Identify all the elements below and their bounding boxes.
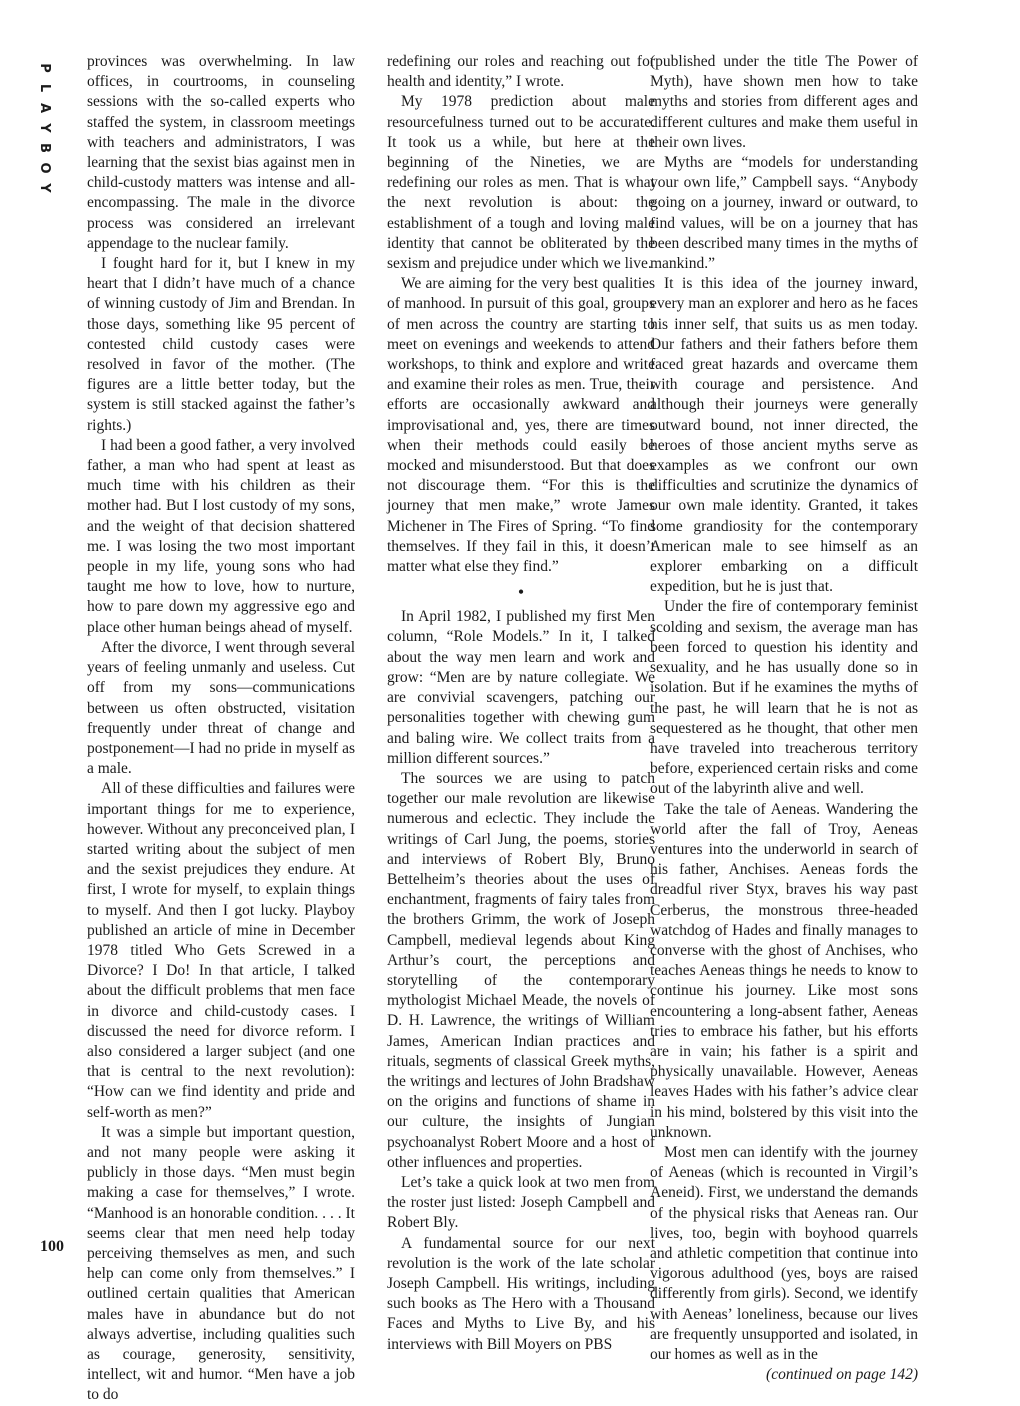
letter: A — [37, 102, 52, 114]
paragraph: I had been a good father, a very involved father, a man who had spent at least as much time with his children as their mother had. But I lost custody of my sons, and the weight of that decision shattered me. I was losing the two most important people in my life, young sons who had taught me how to love, how to nurture, how to pare down my aggressive ego and place other human beings ahead of myself. — [87, 436, 355, 636]
paragraph: It is this idea of the journey inward, every man an explorer and hero as he faces his inner self, that suits us as men today. Our fathers and their fathers before them faced great hazards and overcame them with courage and persistence. And although their journeys were generally outward bound, not inner directed, the heroes of those ancient myths serve as examples as we confront our own difficulties and scrutinize the dynamics of our own male identity. Granted, it takes some grandiosity for the contemporary American male to see himself as an explorer embarking on a difficult expedition, but he is just that. — [650, 275, 918, 596]
paragraph: The sources we are using to patch together our male revolution are likewise numerous and eclectic. They include the writings of Carl Jung, the poems, stories and interviews of Robert Bly, Bruno Bettelheim’s theories about the uses of enchantment, fragments of fairy tales from the brothers Grimm, the work of Joseph Campbell, medieval legends about King Arthur’s court, the perceptions and storytelling of the contemporary mythologist Michael Meade, the novels of D. H. Lawrence, the writings of William James, American Indian practices and rituals, segments of classical Greek myths, the writings and lectures of John Bradshaw on the origins and functions of shame in our culture, the insights of Jungian psychoanalyst Robert Moore and a host of other influences and properties. — [387, 769, 655, 1171]
paragraph: It was a simple but important question, and not many people were asking it publicly in those days. “Men must begin making a case for themselves,” I wrote. “Manhood is an honorable condition. . . . It seems clear that men need help today perceiving themselves as men, and such help can come only from themselves.” I outlined certain qualities that American males have in abundance but do not always advertise, including qualities such as courage, generosity, sensitivity, intellect, wit and humor. “Men have a job to do — [87, 1123, 355, 1404]
paragraph: Under the fire of contemporary feminist scolding and sexism, the average man has been forced to question his identity and sexuality, and he has usually done so in isolation. But if he examines the myths of the past, he will learn that he is not as sequestered as he thought, that other men have traveled into treacherous territory before, experienced certain risks and come out of the labyrinth alive and well. — [650, 598, 918, 798]
paragraph: Take the tale of Aeneas. Wandering the world after the fall of Troy, Aeneas ventures into the underworld in search of his father, Anchises. Aeneas fords the dreadful river Styx, braves his way past Cerberus, the monstrous three-headed watchdog of Hades and finally manages to converse with the ghost of Anchises, who teaches Aeneas things he needs to know to continue his journey. Like most sons encountering a long-absent father, Aeneas tries to embrace his father, but his efforts are in vain; his father is a spirit and physically unavailable. However, Aeneas leaves Hades with his father’s advice clear in his mind, bolstered by this visit into the unknown. — [650, 800, 918, 1141]
page-number: 100 — [40, 1238, 64, 1255]
paragraph: redefining our roles and reaching out for health and identity,” I wrote. — [387, 53, 655, 91]
paragraph: Let’s take a quick look at two men from the roster just listed: Joseph Campbell and Robert Bly. — [387, 1173, 655, 1232]
letter: Y — [37, 123, 52, 133]
letter: B — [37, 143, 52, 153]
letter: P — [37, 63, 52, 73]
letter: L — [37, 83, 52, 93]
paragraph: (published under the title The Power of Myth), have shown men how to take myths and stories from different ages and different cultures and make them useful in their own lives. — [650, 53, 918, 151]
section-break: • — [517, 582, 525, 603]
paragraph: A fundamental source for our next revolution is the work of the late scholar Joseph Campbell. His writings, including such books as The Hero with a Thousand Faces and Myths to Live By, and his interviews with Bill Moyers on PBS — [387, 1234, 655, 1353]
column-1 — [87, 52, 355, 1406]
column-3 — [650, 52, 918, 1385]
paragraph: My 1978 prediction about male resourcefulness turned out to be accurate. It took us a while, but here at the beginning of the Nineties, we are redefining our roles as men. That is what the next revolution is about: the establishment of a tough and loving male identity that cannot be obliterated by the sexism and prejudice under which we live. — [387, 93, 655, 273]
paragraph: All of these difficulties and failures were important things for me to experience, however. Without any preconceived plan, I started writing about the subject of men and the sexist prejudices they endure. At first, I wrote for myself, to explain things to myself. And then I got lucky. Playboy published an article of mine in December 1978 titled Who Gets Screwed in a Divorce? I Do! In that article, I talked about the difficult problems that men face in divorce and child-custody cases. I discussed the need for divorce reform. I also considered a larger subject (and one that is central to the next revolution): “How can we find identity and pride and self-worth as men?” — [87, 780, 355, 1121]
paragraph: After the divorce, I went through several years of feeling unmanly and useless. Cut off from my sons—communications between us often obstructed, visitation frequently under threat of change and postponement—I had no pride in myself as a male. — [87, 638, 355, 778]
paragraph: provinces was overwhelming. In law offices, in courtrooms, in counseling sessions with the so-called experts who staffed the system, in classroom meetings with teachers and administrators, I was learning that the sexist bias against men in child-custody matters was intense and all-encompassing. The male in the divorce process was considered an irrelevant appendage to the nuclear family. — [87, 53, 355, 252]
letter: Y — [37, 183, 52, 193]
letter: O — [37, 162, 52, 174]
continued-note: (continued on page 142) — [766, 1366, 918, 1384]
paragraph: Myths are “models for understanding your own life,” Campbell says. “Anybody going on a journey, inward or outward, to find values, will be on a journey that has been described many times in the myths of mankind.” — [650, 154, 918, 273]
paragraph: In April 1982, I published my first Men column, “Role Models.” In it, I talked about the way men learn and work and grow: “Men are by nature collegiate. We are convivial scavengers, patching our personalities together with chewing gum and baling wire. We collect traits from a million different sources.” — [387, 608, 655, 767]
column-2 — [387, 52, 655, 1355]
magazine-name-vertical — [34, 58, 58, 198]
paragraph: We are aiming for the very best qualities of manhood. In pursuit of this goal, groups of men across the country are starting to meet on evenings and weekends to attend workshops, to think and explore and write and examine their roles as men. True, their efforts are occasionally awkward and improvisational and, yes, there are times when their methods could easily be mocked and misunderstood. But that does not discourage them. “For this is the journey that men make,” wrote James Michener in The Fires of Spring. “To find themselves. If they fail in this, it doesn’t matter what else they find.” — [387, 275, 655, 576]
paragraph: Most men can identify with the journey of Aeneas (which is recounted in Virgil’s Aeneid). First, we understand the demands of the physical risks that Aeneas ran. Our lives, too, begin with boyhood quarrels and athletic competition that continue into vigorous adulthood (yes, boys are raised differently from girls). Second, we identify with Aeneas’ loneliness, because our lives are frequently unsupported and isolated, in our homes as well as in the — [650, 1143, 918, 1363]
paragraph: I fought hard for it, but I knew in my heart that I didn’t have much of a chance of winning custody of Jim and Brendan. In those days, something like 95 percent of contested child custody cases were resolved in favor of the mother. (The figures are a little better today, but the system is still stacked against the father’s rights.) — [87, 255, 355, 434]
